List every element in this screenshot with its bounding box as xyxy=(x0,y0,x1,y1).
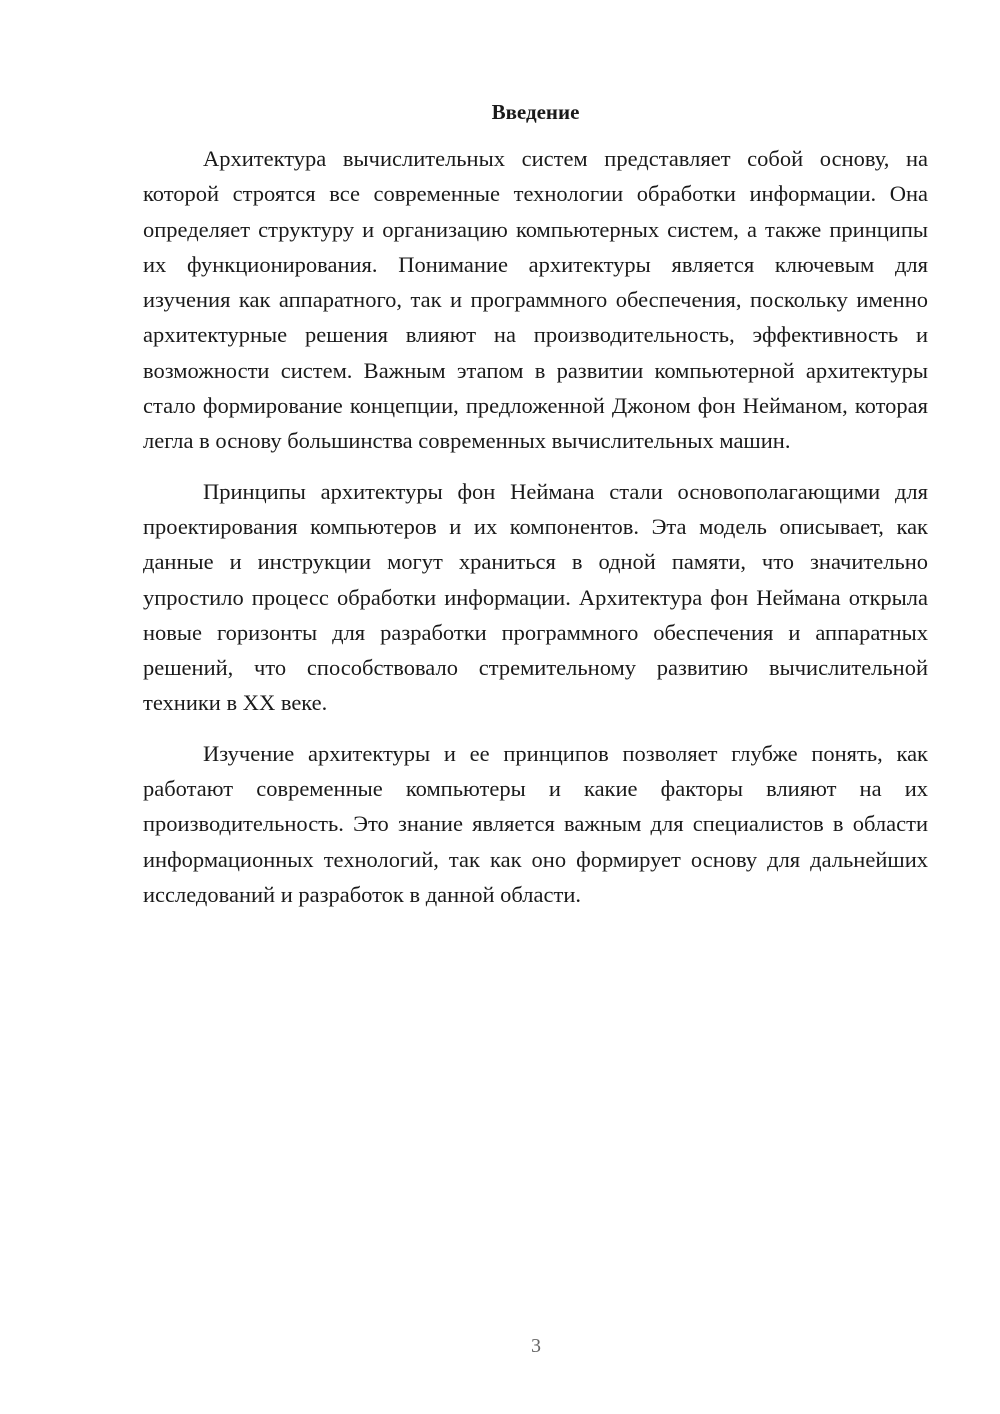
paragraph-1: Архитектура вычислительных систем представляет собой основу, на которой строятся все современные технологии обработки информации. Она определяет структуру и организацию компьютерных систем, а также принципы их функционирования. Понимание архитектуры является ключевым для изучения как аппаратного, так и программного обеспечения, поскольку именно архитектурные решения влияют на производительность, эффективность и возможности систем. Важным этапом в развитии компьютерной архитектуры стало формирование концепции, предложенной Джоном фон Нейманом, которая легла в основу большинства современных вычислительных машин. xyxy=(143,146,928,454)
page-number: 3 xyxy=(531,1335,541,1357)
section-heading: Введение xyxy=(491,100,580,124)
body-text xyxy=(143,141,928,912)
paragraph-2: Принципы архитектуры фон Неймана стали основополагающими для проектирования компьютеров и их компонентов. Эта модель описывает, как данные и инструкции могут храниться в одной памяти, что значительно упростило процесс обработки информации. Архитектура фон Неймана открыла новые горизонты для разработки программного обеспечения и аппаратных решений, что способствовало стремительному развитию вычислительной техники в XX веке. xyxy=(143,478,928,716)
paragraph-3: Изучение архитектуры и ее принципов позволяет глубже понять, как работают современные компьютеры и какие факторы влияют на их производительность. Это знание является важным для специалистов в области информационных технологий, так как оно формирует основу для дальнейших исследований и разработок в данной области. xyxy=(143,740,928,907)
